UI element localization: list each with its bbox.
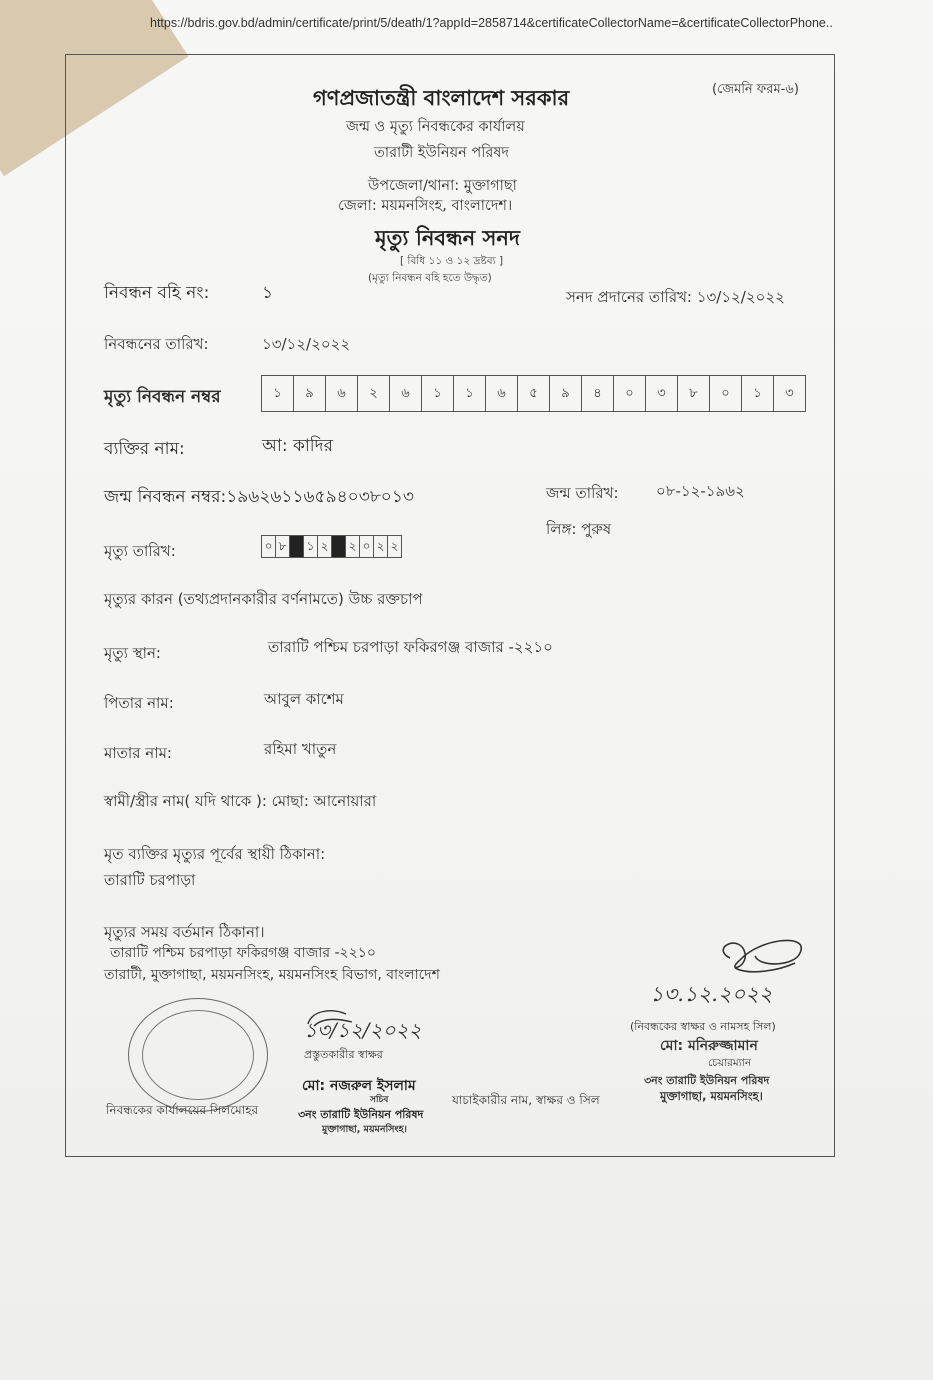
birth-date-label: জন্ম তারিখ: — [546, 484, 619, 502]
registrar-caption: (নিবন্ধকের স্বাক্ষর ও নামসহ সিল) — [630, 1020, 776, 1033]
death-reg-digit: ২ — [357, 375, 390, 412]
permanent-address-label: মৃত ব্যক্তির মৃত্যুর পূর্বের স্থায়ী ঠিকানা: — [104, 845, 326, 863]
father-value: আবুল কাশেম — [264, 690, 344, 708]
death-reg-digit: ৬ — [325, 375, 358, 412]
registrar-org: ৩নং তারাটি ইউনিয়ন পরিষদ — [644, 1074, 770, 1087]
government-title: গণপ্রজাতন্ত্রী বাংলাদেশ সরকার — [313, 86, 570, 110]
person-name-value: আ: কাদির — [262, 436, 333, 456]
current-address-line2: তারাটী, মুক্তাগাছা, ময়মনসিংহ, ময়মনসিংহ বিভাগ, বাংলাদেশ — [104, 967, 440, 983]
death-cause: মৃত্যুর কারন (তথ্যপ্রদানকারীর বর্ণনামতে) উচ্চ রক্তচাপ — [104, 590, 423, 608]
registrar-sign-date: ১৩.১২.২০২২ — [650, 982, 773, 1006]
death-reg-digit: ১ — [421, 375, 454, 412]
extract-note: (মৃত্যু নিবন্ধন বহি হতে উদ্ধৃত) — [368, 272, 492, 284]
death-reg-digit: ১ — [741, 375, 774, 412]
death-place-value: তারাটি পশ্চিম চরপাড়া ফকিরগঞ্জ বাজার -২২১০ — [268, 638, 553, 656]
verifier-caption: যাচাইকারীর নাম, স্বাক্ষর ও সিল — [452, 1093, 600, 1107]
preparer-sign-date: ১৩/১২/২০২২ — [304, 1018, 422, 1042]
print-url: https://bdris.gov.bd/admin/certificate/print/5/death/1?appId=2858714&certificateCollectorName=&certificateCollectorPhone.. — [150, 16, 833, 30]
death-reg-digit: ১ — [453, 375, 486, 412]
death-place-label: মৃত্যু স্থান: — [104, 644, 161, 662]
office-name: জন্ম ও মৃত্যু নিবন্ধকের কার্যালয় — [346, 119, 525, 135]
date-separator-box — [331, 535, 346, 558]
person-name-label: ব্যক্তির নাম: — [104, 439, 185, 459]
register-book-label: নিবন্ধন বহি নং: — [104, 283, 210, 303]
office-seal-inner — [142, 1010, 254, 1100]
verifier-place: মুক্তাগাছা, ময়মনসিংহ। — [322, 1124, 407, 1135]
death-reg-digit: ১ — [261, 375, 294, 412]
verifier-name: মো: নজরুল ইসলাম — [302, 1078, 416, 1094]
death-reg-digit: ৯ — [293, 375, 326, 412]
upazila: উপজেলা/থানা: মুক্তাগাছা — [368, 178, 517, 194]
register-book-value: ১ — [262, 283, 274, 303]
union-name: তারাটী ইউনিয়ন পরিষদ — [374, 145, 509, 161]
birth-reg-no: জন্ম নিবন্ধন নম্বর:১৯৬২৬১১৬৫৯৪০৩৮০১৩ — [104, 487, 414, 507]
death-reg-digit: ৪ — [581, 375, 614, 412]
death-reg-digit: ৬ — [389, 375, 422, 412]
office-seal-caption: নিবন্ধকের কার্যালয়ের সিলমোহর — [106, 1103, 259, 1117]
death-date-digit: ০ — [359, 535, 374, 558]
district: জেলা: ময়মনসিংহ, বাংলাদেশ। — [338, 198, 513, 214]
current-address-line1: তারাটি পশ্চিম চরপাড়া ফকিরগঞ্জ বাজার -২২১০ — [110, 945, 376, 961]
death-reg-digit: ৩ — [773, 375, 806, 412]
death-reg-no-label: মৃত্যু নিবন্ধন নম্বর — [104, 387, 221, 407]
death-reg-digit: ০ — [709, 375, 742, 412]
rule-reference: [ বিধি ১১ ও ১২ দ্রষ্টব্য ] — [400, 255, 504, 267]
registrar-place: মুক্তাগাছা, ময়মনসিংহ। — [660, 1089, 763, 1103]
mother-value: রহিমা খাতুন — [264, 740, 337, 758]
death-reg-digit: ০ — [613, 375, 646, 412]
death-date-digit: ২ — [317, 535, 332, 558]
death-reg-digit: ৫ — [517, 375, 550, 412]
permanent-address-value: তারাটি চরপাড়া — [104, 871, 196, 889]
death-date-digit: ২ — [373, 535, 388, 558]
death-date-label: মৃত্যু তারিখ: — [104, 542, 176, 560]
verifier-org: ৩নং তারাটি ইউনিয়ন পরিষদ — [298, 1108, 424, 1121]
registrar-name: মো: মনিরুজ্জামান — [660, 1038, 758, 1054]
preparer-caption: প্রস্তুতকারীর স্বাক্ষর — [304, 1048, 383, 1061]
death-reg-digit: ৯ — [549, 375, 582, 412]
death-date-digit: ২ — [387, 535, 402, 558]
current-address-label: মৃত্যুর সময় বর্তমান ঠিকানা। — [104, 923, 265, 941]
mother-label: মাতার নাম: — [104, 744, 172, 762]
birth-date-value: ০৮-১২-১৯৬২ — [656, 482, 745, 500]
registration-date-value: ১৩/১২/২০২২ — [262, 335, 351, 353]
death-date-digit: ০ — [261, 535, 276, 558]
date-separator-box — [289, 535, 304, 558]
registrar-role: চেয়ারম্যান — [708, 1057, 752, 1069]
death-reg-digit: ৩ — [645, 375, 678, 412]
death-reg-digit: ৮ — [677, 375, 710, 412]
certificate-title: মৃত্যু নিবন্ধন সনদ — [375, 226, 520, 250]
death-date-digit: ৮ — [275, 535, 290, 558]
death-date-digit: ২ — [345, 535, 360, 558]
death-reg-digit: ৬ — [485, 375, 518, 412]
issue-date: সনদ প্রদানের তারিখ: ১৩/১২/২০২২ — [566, 288, 785, 306]
registration-date-label: নিবন্ধনের তারিখ: — [104, 335, 209, 353]
father-label: পিতার নাম: — [104, 694, 174, 712]
death-date-boxes — [262, 535, 402, 558]
spouse: স্বামী/স্ত্রীর নাম( যদি থাকে ): মোছা: আনোয়ারা — [104, 792, 377, 810]
death-reg-no-boxes — [262, 375, 806, 412]
death-date-digit: ১ — [303, 535, 318, 558]
registrar-signature — [700, 918, 820, 978]
form-number: (জেমনি ফরম-৬) — [712, 82, 799, 97]
gender: লিঙ্গ: পুরুষ — [546, 520, 612, 538]
verifier-role: সচিব — [370, 1095, 389, 1105]
